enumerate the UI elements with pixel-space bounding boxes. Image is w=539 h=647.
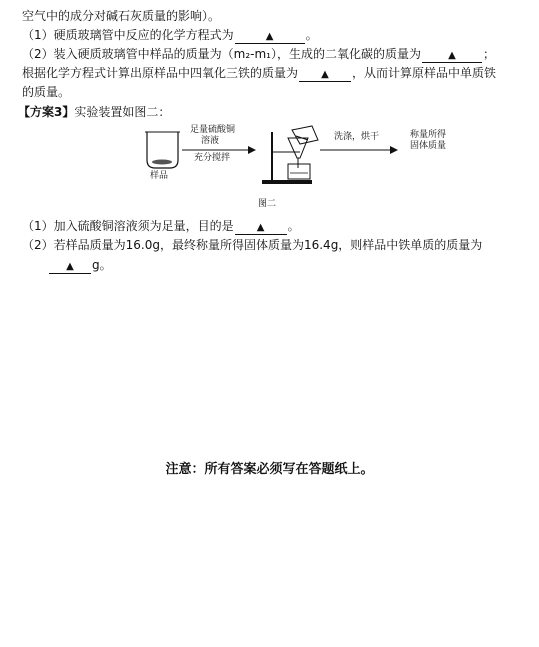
line-1-text: 空气中的成分对碱石灰质量的影响）。 [22,9,221,23]
arrow-1-mid-label: 溶液 [201,136,220,146]
question-2-cont-end: ，从而计算原样品中单质铁 [352,66,497,80]
question-2-end: ； [482,47,495,61]
blank-marker-icon: ▲ [321,69,329,80]
question-3-1-end: 。 [287,219,300,233]
plan-3-text: 实验装置如图二： [74,105,171,119]
answer-blank [235,220,287,235]
blank-marker-icon: ▲ [265,31,274,42]
figure-caption: 图二 [258,199,277,209]
question-3-1-line [22,218,300,235]
blank-marker-icon: ▲ [66,261,74,272]
blank-marker-icon: ▲ [256,222,265,233]
question-3-2-text: （2）若样品质量为16.0g，最终称量所得固体质量为16.4g，则样品中铁单质的质量为 [22,238,483,252]
filtration-apparatus-icon [262,126,318,184]
question-2-cont-text: 根据化学方程式计算出原样品中四氧化三铁的质量为 [22,66,299,80]
arrow-2 [320,146,398,154]
plan-3-label: 【方案3】 [18,105,75,119]
question-3-2-unit: g。 [92,258,112,272]
question-1-text: （1）硬质玻璃管中反应的化学方程式为 [22,28,234,42]
question-3-2-answer-line [48,257,112,274]
sample-beaker-icon [145,132,180,168]
text-line-1 [22,8,220,24]
line-5-text: 的质量。 [22,85,71,99]
question-3-1-text: （1）加入硫酸铜溶液须为足量，目的是 [22,219,234,233]
blank-marker-icon: ▲ [448,50,456,61]
sample-label: 样品 [150,171,169,181]
answer-blank [49,259,91,274]
question-1-end: 。 [305,28,318,42]
result-label-1: 称量所得 [410,130,447,140]
answer-blank [299,67,351,82]
question-3-2-line [22,237,482,253]
result-label-2: 固体质量 [410,141,447,151]
answer-blank [422,48,482,63]
answer-blank [235,29,305,44]
answer-sheet-notice: 注意：所有答案必须写在答题纸上。 [165,462,374,477]
plan-3-heading [18,104,170,120]
question-2-line [22,46,495,63]
question-2-text: （2）装入硬质玻璃管中样品的质量为（m₂-m₁），生成的二氧化碳的质量为 [22,47,421,61]
question-1-line [22,27,318,44]
arrow-1-bottom-label: 充分搅拌 [194,153,231,163]
question-2-cont-line [22,65,496,82]
text-line-5 [22,84,70,100]
arrow-2-label: 洗涤，烘干 [334,132,380,142]
arrow-1-top-label: 足量硫酸铜 [190,125,236,135]
